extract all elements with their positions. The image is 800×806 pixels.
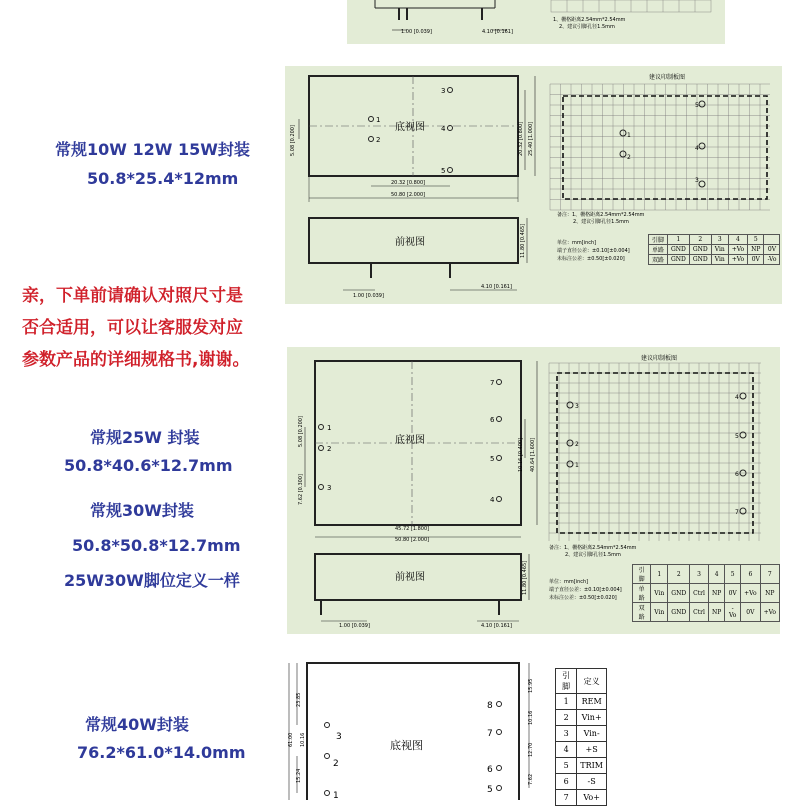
- p2-pin-1: 1: [327, 424, 332, 432]
- table-cell: 0V: [741, 603, 760, 622]
- p2-pcb-pin-4: 4: [735, 394, 739, 401]
- pkg1-title: 常规10W 12W 15W封装: [55, 140, 250, 159]
- table-row: [649, 235, 780, 245]
- pkg25-title: 常规25W 封装: [90, 428, 200, 447]
- p1-dim-w2: 50.80 [2.000]: [391, 192, 426, 198]
- p3-pin-table-wrap: [555, 668, 607, 806]
- table-row: [556, 726, 607, 742]
- table-row: [556, 758, 607, 774]
- table-row: [556, 774, 607, 790]
- table-row: [633, 565, 780, 584]
- table-cell: 定义: [577, 669, 607, 694]
- table-cell: +Vo: [760, 603, 779, 622]
- notice-line-1: 亲，下单前请确认对照尺寸是: [22, 286, 243, 306]
- table-row: [556, 710, 607, 726]
- p1-unit-3: 未标注公差：±0.50[±0.020]: [557, 256, 625, 262]
- table-cell: Vin: [651, 584, 668, 603]
- p3-pin-6: 6: [487, 765, 493, 775]
- p3-pin-7: 7: [487, 729, 493, 739]
- table-cell: +Vo: [741, 584, 760, 603]
- p3-pin-table: [555, 668, 607, 806]
- p1-pin-table: [648, 234, 780, 265]
- p1-note-1: 备注：1、栅格距离2.54mm*2.54mm: [557, 212, 645, 218]
- pkg40-title: 常规40W封装: [85, 715, 189, 734]
- p3-dim-r3: 12.70: [528, 742, 534, 757]
- p2-dim-h1: 5.08 [0.200]: [298, 416, 304, 447]
- table-row: [556, 742, 607, 758]
- table-cell: Vin+: [577, 710, 607, 726]
- table-cell: Ctrl: [690, 603, 709, 622]
- table-cell: 7: [556, 790, 577, 806]
- table-cell: 4: [556, 742, 577, 758]
- table-cell: 4: [708, 565, 724, 584]
- p1-pin-4: 4: [441, 125, 446, 133]
- table-row: [556, 669, 607, 694]
- p1-dim-h1: 5.08 [0.200]: [290, 125, 296, 156]
- p0-note-2: 2、建议引脚孔径1.5mm: [559, 24, 615, 30]
- p2-pcb-pin-1: 1: [575, 462, 579, 469]
- p2-dim-h3: 10.16 [0.400]: [518, 437, 524, 472]
- table-cell: Vin: [711, 245, 728, 255]
- p2-pcb-title: 建议印制板图: [641, 355, 678, 362]
- p1-dim-w1: 20.32 [0.800]: [391, 180, 426, 186]
- table-cell: 5: [556, 758, 577, 774]
- p0-note-1: 1、栅格距离2.54mm*2.54mm: [553, 17, 626, 23]
- table-cell: 引脚: [633, 565, 651, 584]
- p2-unit-3: 未标注公差：±0.50[±0.020]: [549, 595, 617, 601]
- table-cell: 2: [689, 235, 711, 245]
- p1-pin-table-wrap: [648, 234, 780, 265]
- p1-pcb-outline: [563, 96, 767, 199]
- p2-dim-h2: 7.62 [0.300]: [298, 474, 304, 505]
- table-cell: 5: [725, 565, 741, 584]
- table-cell: Vin: [711, 255, 728, 265]
- p2-dim-front-1: 1.00 [0.039]: [339, 623, 370, 629]
- p2-note-2: 2、建议引脚孔径1.5mm: [565, 552, 621, 558]
- pkg1-size: 50.8*25.4*12mm: [87, 169, 239, 188]
- table-cell: -S: [577, 774, 607, 790]
- p0-dim-2: 4.10 [0.161]: [482, 29, 513, 35]
- p2-front-view-label: 前视图: [395, 572, 425, 583]
- notice-line-3: 参数产品的详细规格书,谢谢。: [22, 350, 250, 370]
- table-cell: +Vo: [728, 255, 747, 265]
- p1-dim-front-h: 11.80 [0.465]: [520, 223, 526, 258]
- p1-pcb-pin-4: 4: [695, 145, 699, 152]
- table-cell: 1: [651, 565, 668, 584]
- p2-dim-front-2: 4.10 [0.161]: [481, 623, 512, 629]
- p3-dim-l1: 23.85: [296, 692, 302, 707]
- p2-pcb-pin-3: 3: [575, 403, 579, 410]
- notice-line-2: 否合适用，可以让客服发对应: [22, 318, 243, 338]
- p2-dim-h4: 40.64 [1.600]: [530, 437, 536, 472]
- table-cell: 1: [556, 694, 577, 710]
- p2-dim-w1: 45.72 [1.800]: [395, 526, 430, 532]
- p1-pcb-title: 建议印制板图: [649, 74, 686, 81]
- p2-pin-table-wrap: [632, 564, 780, 622]
- drawing-panel-0: [347, 0, 725, 44]
- table-cell: REM: [577, 694, 607, 710]
- pkg25-size: 50.8*40.6*12.7mm: [64, 456, 233, 475]
- p3-dim-l3: 10.16: [300, 732, 306, 747]
- table-row: [633, 603, 780, 622]
- table-cell: 1: [668, 235, 690, 245]
- table-cell: TRIM: [577, 758, 607, 774]
- table-cell: NP: [748, 245, 764, 255]
- p1-pcb-pin-2: 2: [627, 154, 631, 161]
- p1-dim-h3: 25.40 [1.000]: [528, 121, 534, 156]
- p2-note-1: 备注：1、栅格距离2.54mm*2.54mm: [549, 545, 637, 551]
- table-cell: 4: [728, 235, 747, 245]
- p2-pin-7: 7: [490, 379, 495, 387]
- p1-pin-1: 1: [376, 116, 381, 124]
- p3-pin-2: 2: [333, 759, 339, 769]
- p3-pin-3: 3: [336, 732, 342, 742]
- table-cell: Vin: [651, 603, 668, 622]
- drawing-panel-25w: [287, 347, 780, 634]
- pkg30-size: 50.8*50.8*12.7mm: [72, 536, 241, 555]
- table-cell: 2: [668, 565, 690, 584]
- table-cell: 7: [760, 565, 779, 584]
- p2-unit-1: 单位：mm[inch]: [549, 579, 589, 585]
- p2-bottom-view-label: 底视图: [395, 435, 425, 446]
- table-cell: 0V: [764, 245, 780, 255]
- table-cell: GND: [689, 255, 711, 265]
- p2-pin-2: 2: [327, 445, 332, 453]
- table-row: [649, 245, 780, 255]
- p2-pin-5: 5: [490, 455, 495, 463]
- table-cell: NP: [708, 603, 724, 622]
- p1-unit-2: 端子直径公差：±0.10[±0.004]: [557, 248, 630, 254]
- p1-pin-3: 3: [441, 87, 446, 95]
- table-cell: [764, 235, 780, 245]
- pkg40-size: 76.2*61.0*14.0mm: [77, 743, 246, 762]
- table-cell: 6: [556, 774, 577, 790]
- table-cell: 0V: [748, 255, 764, 265]
- table-cell: 单路: [649, 245, 668, 255]
- p2-pin-4: 4: [490, 496, 495, 504]
- p2-pcb-pin-5: 5: [735, 433, 739, 440]
- panel0-drawing: [347, 0, 725, 44]
- p3-dim-l2: 61.00: [288, 732, 294, 747]
- p3-dim-l4: 15.24: [296, 768, 302, 783]
- table-cell: 引脚: [556, 669, 577, 694]
- drawing-panel-40w: [285, 655, 555, 800]
- table-cell: 2: [556, 710, 577, 726]
- p1-bottom-view-label: 底视图: [395, 122, 425, 133]
- p1-dim-h2: 20.32 [0.800]: [518, 121, 524, 156]
- table-cell: +Vo: [728, 245, 747, 255]
- p2-pcb-pin-7: 7: [735, 509, 739, 516]
- table-cell: 3: [690, 565, 709, 584]
- table-cell: GND: [668, 245, 690, 255]
- pkg-pin-note: 25W30W脚位定义一样: [64, 571, 240, 590]
- table-row: [649, 255, 780, 265]
- table-cell: 单路: [633, 584, 651, 603]
- table-cell: -Vo: [725, 603, 741, 622]
- p2-pcb-pin-6: 6: [735, 471, 739, 478]
- drawing-panel-10w: [285, 66, 782, 304]
- table-cell: NP: [760, 584, 779, 603]
- p2-pin-3: 3: [327, 484, 332, 492]
- table-row: [556, 790, 607, 806]
- p1-pcb-pin-1: 1: [627, 132, 631, 139]
- table-cell: Vin-: [577, 726, 607, 742]
- table-cell: 6: [741, 565, 760, 584]
- table-cell: GND: [668, 255, 690, 265]
- p1-pcb-pin-5: 5: [695, 102, 699, 109]
- table-row: [633, 584, 780, 603]
- p1-dim-front-2: 4.10 [0.161]: [481, 284, 512, 290]
- panel1-drawing: [285, 66, 782, 304]
- table-cell: 引脚: [649, 235, 668, 245]
- p2-dim-front-h: 11.80 [0.465]: [522, 560, 528, 595]
- p3-bottom-view-label: 底视图: [390, 739, 423, 752]
- table-cell: -Vo: [764, 255, 780, 265]
- p1-pin-2: 2: [376, 136, 381, 144]
- table-cell: GND: [668, 584, 690, 603]
- p1-pcb-pin-3: 3: [695, 177, 699, 184]
- p3-dim-r4: 7.62: [528, 773, 534, 785]
- p2-dim-w2: 50.80 [2.000]: [395, 537, 430, 543]
- table-cell: NP: [708, 584, 724, 603]
- p1-unit-1: 单位：mm[inch]: [557, 240, 597, 246]
- p3-pin-8: 8: [487, 701, 493, 711]
- table-cell: Vo+: [577, 790, 607, 806]
- table-cell: 5: [748, 235, 764, 245]
- table-cell: 3: [711, 235, 728, 245]
- table-cell: 0V: [725, 584, 741, 603]
- p0-dim-1: 1.00 [0.039]: [401, 29, 432, 35]
- table-cell: +S: [577, 742, 607, 758]
- table-cell: Ctrl: [690, 584, 709, 603]
- p2-pin-6: 6: [490, 416, 495, 424]
- p1-note-2: 2、建议引脚孔径1.5mm: [573, 219, 629, 225]
- table-cell: 双路: [633, 603, 651, 622]
- p1-pin-5: 5: [441, 167, 446, 175]
- table-cell: 双路: [649, 255, 668, 265]
- table-cell: 3: [556, 726, 577, 742]
- p2-pin-table: [632, 564, 780, 622]
- p3-dim-r2: 10.16: [528, 710, 534, 725]
- table-cell: GND: [689, 245, 711, 255]
- panel3-drawing: [285, 655, 555, 800]
- p3-pin-1: 1: [333, 791, 339, 800]
- p2-unit-2: 端子直径公差：±0.10[±0.004]: [549, 587, 622, 593]
- p3-dim-r1: 15.95: [528, 678, 534, 693]
- pkg30-title: 常规30W封装: [90, 501, 194, 520]
- p3-pin-5: 5: [487, 785, 493, 795]
- table-row: [556, 694, 607, 710]
- table-cell: GND: [668, 603, 690, 622]
- p1-dim-front-1: 1.00 [0.039]: [353, 293, 384, 299]
- p2-pcb-pin-2: 2: [575, 441, 579, 448]
- p1-front-view-label: 前视图: [395, 237, 425, 248]
